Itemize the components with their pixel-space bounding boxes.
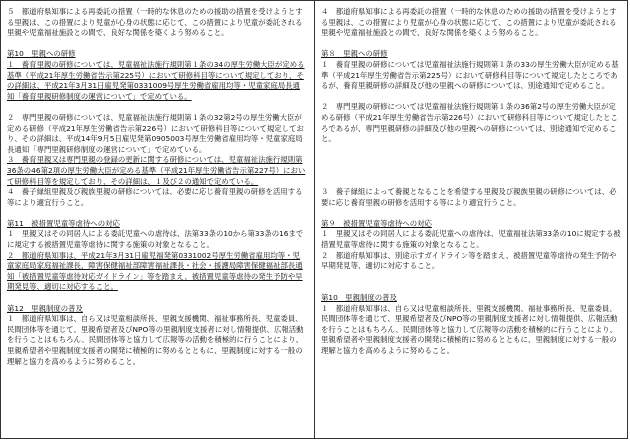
section-10-heading: 第10 里親制度の普及 [321, 293, 397, 303]
paragraph-11-1: １ 里親又はその同居人による委託児童への虐待は、法第33条の10から第33条の16までに規定する被措置児童等虐待に関する施策の対象となること。 [7, 229, 304, 250]
paragraph-10-3: ３ 養育里親又は専門里親の登録の更新に関する研修については、児童福祉法施行規則第36条の46第2項の厚生労働大臣が定める基準（平成21年厚生労働省告示第227号）において研修科目等を規定しており、その詳細は、１及び２の通知で定めている。 [7, 155, 306, 186]
column-divider [314, 1, 315, 438]
section-8-heading: 第８ 里親への研修 [321, 49, 388, 59]
paragraph-10-1: １ 都道府県知事は、自ら又は児童相談所長、里親支援機関、福祉事務所長、児童委員、民間団体等を通じて、里親希望者及びNPO等の里親制度支援者に対し情報提供、広報活動を行うことはもちろん、民間団体等と協力して広報等の活動を積極的に行うことにより、里親希望者や里親制度支援者の開発に積極的に努めるとともに、里親制度に対する一般の理解と協力を高めるように努めること。 [321, 303, 618, 355]
paragraph-11-2: ２ 都道府県知事は、平成21年3月31日雇児福発第0331002号厚生労働省雇用均等・児童家庭局家庭福祉課長、障害保健福祉部障害福祉課長・社会・援護局障害保健福祉部長通知「被措置児童等虐待対応ガイドライン」等を踏まえ、被措置児童等虐待の発生予防や早期発見等、適切に対応すること。 [7, 250, 303, 292]
paragraph-5: ５ 都道府県知事による再委託の措置（一時的な休息のための援助の措置を受けようとする里親は、この措置により児童が心身の状態に応じて、この措置により児童が委託される里親や児童福祉施設との間で、良好な関係を築くよう努めること。 [7, 7, 303, 38]
revised-column [7, 7, 307, 367]
paragraph-8-2: ２ 専門里親の研修については児童福祉法施行規則第１条の36第2号の厚生労働大臣が定める研修（平成21年厚生労働省告示第226号）において研修科目等について規定したところであるが、専門里親研修の詳細及び他の里親への研修については、別途通知で定めること。 [321, 102, 618, 144]
section-9-heading: 第９ 被措置児童等虐待への対応 [321, 218, 432, 228]
section-10-heading: 第10 里親への研修 [7, 49, 76, 59]
paragraph-10-4: ４ 養子縁組里親及び親族里親の研修については、必要に応じ養育里親の研修を活用する等により適宜行うこと。 [7, 187, 303, 207]
section-12-heading: 第12 里親制度の普及 [7, 303, 83, 313]
paragraph-9-1: １ 里親又はその同居人による委託児童への虐待は、児童福祉法第33条の10に規定する被措置児童等虐待に関する施策の対象となること。 [321, 229, 621, 250]
paragraph-4: ４ 都道府県知事による再委託の措置（一時的な休息のための援助の措置を受けようとする里親は、この措置により児童が心身の状態に応じて、この措置により児童が委託される里親や児童福祉施設との間で、良好な関係を築くよう努めること。 [321, 7, 617, 38]
paragraph-10-1: １ 養育里親の研修については、児童福祉法施行規則第１条の34の厚生労働大臣が定める基準（平成21年厚生労働省告示第225号）において研修科目等について規定しており、その詳細は、平成21年3月31日雇児発第0331009号厚生労働省雇用均等・児童家庭局長通知「養育里親研修制度の運営について」で定めている。 [7, 59, 305, 101]
paragraph-8-1: １ 養育里親の研修については児童福祉法施行規則第１条の33の厚生労働大臣が定める基準（平成21年厚生労働省告示第225号）において研修科目等について規定したところであるが、養育里親研修の詳細及び他の里親への研修については、別途通知で定めること。 [321, 59, 619, 91]
paragraph-9-2: ２ 都道府県知事は、別途示すガイドライン等を踏まえ、被措置児童等虐待の発生予防や早期発見等、適切に対応すること。 [321, 250, 617, 271]
paragraph-8-3: ３ 養子縁組によって養親となることを希望する里親及び親族里親の研修については、必要に応じ養育里親の研修を活用する等により適宜行うこと。 [321, 187, 617, 207]
section-11-heading: 第11 被措置児童等虐待への対応 [7, 218, 120, 228]
paragraph-10-2: ２ 専門里親の研修については、児童福祉法施行規則第１条の32第2号の厚生労働大臣が定める研修（平成21年厚生労働省告示第226号）において研修科目等について規定しており、その詳細は、平成14年9月5日雇児発第0905003号厚生労働省雇用均等・児童家庭局長通知「専門里親研修制度の運営について」で定めている。 [7, 112, 304, 154]
current-column [321, 7, 621, 357]
paragraph-12-1: １ 都道府県知事は、自ら又は児童相談所長、里親支援機関、福祉事務所長、児童委員、民間団体等を通じて、里親希望者及びNPO等の里親制度支援者に対し情報提供、広報活動を行うことはもちろん、民間団体等と協力して広報等の活動を積極的に行うことにより、里親希望者や里親制度支援者の開発に積極的に努めるとともに、里親制度に対する一般の理解と協力を高めるように努めること。 [7, 314, 304, 366]
